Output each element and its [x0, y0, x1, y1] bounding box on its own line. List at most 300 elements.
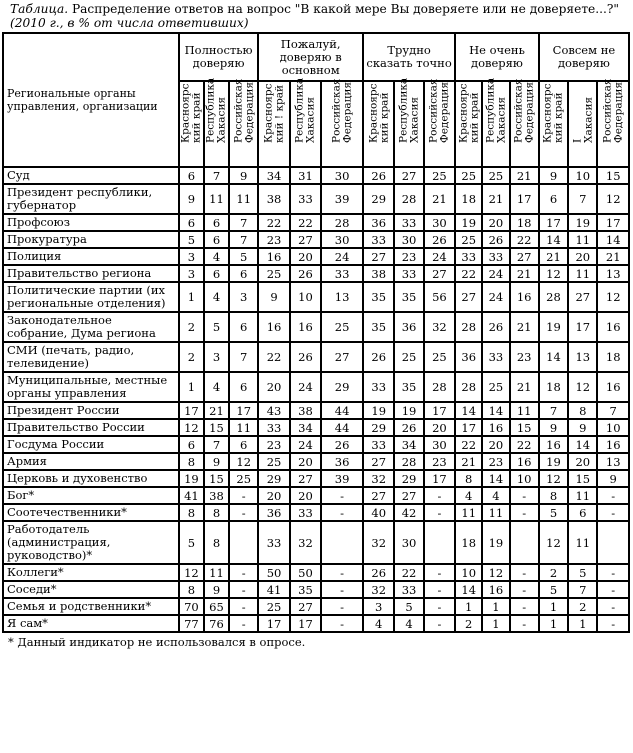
- value-cell: -: [424, 564, 455, 581]
- value-cell: 9: [539, 167, 568, 184]
- table-header: [3, 33, 629, 167]
- value-cell: 23: [424, 453, 455, 470]
- value-cell: 27: [394, 167, 423, 184]
- value-cell: 6: [179, 167, 204, 184]
- region-column-label: Красноярс кий ! край: [262, 83, 286, 143]
- region-column-header: [179, 81, 204, 167]
- value-cell: 24: [290, 372, 321, 402]
- region-column-header: [258, 81, 289, 167]
- value-cell: 36: [394, 312, 423, 342]
- footnote: * Данный индикатор не использовался в опросе.: [8, 635, 306, 649]
- value-cell: 14: [455, 402, 482, 419]
- value-cell: 14: [482, 402, 509, 419]
- value-cell: 16: [597, 372, 629, 402]
- value-cell: 26: [363, 564, 394, 581]
- value-cell: 20: [290, 487, 321, 504]
- table-row: [3, 598, 629, 615]
- value-cell: 11: [568, 231, 597, 248]
- value-cell: 33: [363, 231, 394, 248]
- value-cell: 10: [290, 282, 321, 312]
- value-cell: 25: [455, 231, 482, 248]
- value-cell: 28: [424, 372, 455, 402]
- value-cell: -: [510, 598, 539, 615]
- value-cell: 22: [258, 214, 289, 231]
- value-cell: 38: [258, 184, 289, 214]
- value-cell: 34: [394, 436, 423, 453]
- table-row: [3, 615, 629, 632]
- value-cell: -: [424, 615, 455, 632]
- value-cell: 27: [394, 487, 423, 504]
- value-cell: 25: [394, 342, 423, 372]
- table-row: [3, 184, 629, 214]
- value-cell: 26: [290, 342, 321, 372]
- value-cell: 9: [229, 167, 258, 184]
- region-column-label: Российская Федерация: [330, 78, 354, 143]
- value-cell: 21: [204, 402, 229, 419]
- value-cell: 10: [597, 419, 629, 436]
- value-cell: -: [597, 504, 629, 521]
- value-cell: 25: [258, 265, 289, 282]
- region-column-header: [539, 81, 568, 167]
- value-cell: 16: [482, 419, 509, 436]
- value-cell: 30: [424, 436, 455, 453]
- value-cell: 27: [363, 453, 394, 470]
- value-cell: 33: [258, 419, 289, 436]
- value-cell: 3: [179, 265, 204, 282]
- value-cell: 22: [394, 564, 423, 581]
- value-cell: 16: [258, 248, 289, 265]
- region-column-header: [204, 77, 229, 167]
- value-cell: 30: [321, 231, 363, 248]
- value-cell: 29: [321, 372, 363, 402]
- region-column-label: I Хакасия: [571, 96, 594, 143]
- table-row: [3, 470, 629, 487]
- value-cell: 76: [204, 615, 229, 632]
- value-cell: 33: [258, 521, 289, 564]
- value-cell: 27: [363, 487, 394, 504]
- value-cell: 14: [482, 470, 509, 487]
- value-cell: 25: [321, 312, 363, 342]
- value-cell: 9: [179, 184, 204, 214]
- value-cell: [510, 521, 539, 564]
- value-cell: 43: [258, 402, 289, 419]
- value-cell: 21: [424, 184, 455, 214]
- value-cell: 24: [290, 436, 321, 453]
- value-cell: 17: [424, 470, 455, 487]
- value-cell: 12: [597, 282, 629, 312]
- value-cell: 27: [568, 282, 597, 312]
- value-cell: 33: [394, 265, 423, 282]
- region-column-label: Республика Хакасия: [484, 77, 507, 143]
- value-cell: 6: [179, 214, 204, 231]
- table-row: [3, 504, 629, 521]
- value-cell: 32: [363, 521, 394, 564]
- value-cell: -: [597, 487, 629, 504]
- value-cell: 6: [229, 265, 258, 282]
- value-cell: 21: [539, 248, 568, 265]
- table-row: [3, 564, 629, 581]
- value-cell: 24: [424, 248, 455, 265]
- value-cell: -: [424, 504, 455, 521]
- value-cell: 11: [229, 419, 258, 436]
- table-row: [3, 487, 629, 504]
- value-cell: 4: [455, 487, 482, 504]
- value-cell: 6: [204, 231, 229, 248]
- value-cell: 77: [179, 615, 204, 632]
- value-cell: -: [229, 504, 258, 521]
- value-cell: 13: [568, 342, 597, 372]
- value-cell: 20: [258, 372, 289, 402]
- value-cell: 8: [179, 453, 204, 470]
- region-column-header: [482, 77, 509, 167]
- value-cell: 41: [179, 487, 204, 504]
- value-cell: -: [321, 615, 363, 632]
- value-cell: 7: [568, 184, 597, 214]
- table-row: [3, 402, 629, 419]
- value-cell: 11: [568, 487, 597, 504]
- value-cell: 11: [455, 504, 482, 521]
- value-cell: 1: [482, 598, 509, 615]
- region-column-header: [510, 78, 539, 167]
- value-cell: 4: [204, 372, 229, 402]
- value-cell: 13: [597, 265, 629, 282]
- corner-header: Региональные органы управления, организации: [3, 33, 179, 167]
- value-cell: -: [510, 615, 539, 632]
- value-cell: 32: [363, 581, 394, 598]
- value-cell: 15: [568, 470, 597, 487]
- value-cell: 27: [455, 282, 482, 312]
- value-cell: 30: [321, 167, 363, 184]
- region-column-label: Красноярс кий край: [457, 83, 480, 143]
- value-cell: 38: [363, 265, 394, 282]
- group-header: Не очень доверяю: [455, 33, 539, 81]
- table-row: [3, 453, 629, 470]
- value-cell: -: [321, 487, 363, 504]
- value-cell: 8: [204, 504, 229, 521]
- value-cell: 9: [204, 581, 229, 598]
- value-cell: 16: [510, 282, 539, 312]
- region-column-label: Красноярс кий край: [179, 83, 203, 143]
- value-cell: -: [510, 564, 539, 581]
- value-cell: 16: [597, 436, 629, 453]
- value-cell: 23: [510, 342, 539, 372]
- group-header: Совсем не доверяю: [539, 33, 629, 81]
- region-column-header: [290, 77, 321, 167]
- value-cell: 11: [204, 184, 229, 214]
- value-cell: 21: [597, 248, 629, 265]
- value-cell: 11: [568, 521, 597, 564]
- value-cell: 19: [539, 312, 568, 342]
- value-cell: 20: [290, 453, 321, 470]
- value-cell: 36: [455, 342, 482, 372]
- value-cell: 20: [258, 487, 289, 504]
- value-cell: 9: [539, 419, 568, 436]
- value-cell: 6: [204, 265, 229, 282]
- value-cell: 33: [455, 248, 482, 265]
- value-cell: -: [229, 581, 258, 598]
- value-cell: 11: [482, 504, 509, 521]
- value-cell: 33: [321, 265, 363, 282]
- value-cell: 14: [455, 581, 482, 598]
- value-cell: 25: [482, 372, 509, 402]
- value-cell: 14: [539, 231, 568, 248]
- value-cell: 21: [510, 265, 539, 282]
- row-label: Я сам*: [3, 615, 179, 632]
- value-cell: 19: [455, 214, 482, 231]
- value-cell: -: [229, 487, 258, 504]
- value-cell: 31: [290, 167, 321, 184]
- value-cell: 2: [568, 598, 597, 615]
- table-row: [3, 521, 629, 564]
- value-cell: 17: [258, 615, 289, 632]
- row-label: Семья и родственники*: [3, 598, 179, 615]
- value-cell: -: [510, 581, 539, 598]
- value-cell: 12: [229, 453, 258, 470]
- value-cell: 21: [482, 184, 509, 214]
- row-label: Полиция: [3, 248, 179, 265]
- value-cell: 7: [204, 436, 229, 453]
- value-cell: 23: [258, 436, 289, 453]
- value-cell: 3: [229, 282, 258, 312]
- value-cell: 2: [179, 312, 204, 342]
- value-cell: 33: [482, 248, 509, 265]
- value-cell: 20: [424, 419, 455, 436]
- value-cell: 13: [321, 282, 363, 312]
- value-cell: 17: [424, 402, 455, 419]
- value-cell: 9: [568, 419, 597, 436]
- value-cell: 4: [204, 248, 229, 265]
- value-cell: 12: [179, 419, 204, 436]
- region-column-label: Российская Федерация: [232, 78, 255, 143]
- value-cell: 6: [229, 372, 258, 402]
- value-cell: -: [321, 504, 363, 521]
- value-cell: 7: [229, 342, 258, 372]
- value-cell: 6: [229, 436, 258, 453]
- table-caption: [10, 2, 631, 30]
- value-cell: -: [321, 598, 363, 615]
- value-cell: 4: [363, 615, 394, 632]
- caption-label: Таблица.: [10, 2, 69, 16]
- value-cell: 38: [204, 487, 229, 504]
- value-cell: 41: [258, 581, 289, 598]
- value-cell: 21: [510, 167, 539, 184]
- value-cell: 28: [455, 312, 482, 342]
- value-cell: 22: [258, 342, 289, 372]
- value-cell: 56: [424, 282, 455, 312]
- value-cell: 5: [539, 504, 568, 521]
- value-cell: 34: [258, 167, 289, 184]
- value-cell: -: [424, 487, 455, 504]
- value-cell: 15: [510, 419, 539, 436]
- table-row: [3, 265, 629, 282]
- value-cell: 7: [568, 581, 597, 598]
- value-cell: -: [510, 504, 539, 521]
- group-header: Пожалуй, доверяю в основном: [258, 33, 363, 81]
- value-cell: 23: [258, 231, 289, 248]
- value-cell: 26: [290, 265, 321, 282]
- value-cell: 20: [568, 453, 597, 470]
- value-cell: 65: [204, 598, 229, 615]
- value-cell: 19: [568, 214, 597, 231]
- value-cell: 19: [539, 453, 568, 470]
- value-cell: 21: [510, 372, 539, 402]
- value-cell: 2: [455, 615, 482, 632]
- value-cell: 12: [179, 564, 204, 581]
- value-cell: 25: [455, 167, 482, 184]
- value-cell: 27: [290, 470, 321, 487]
- value-cell: 18: [455, 184, 482, 214]
- value-cell: 25: [482, 167, 509, 184]
- table-row: [3, 282, 629, 312]
- value-cell: 9: [204, 453, 229, 470]
- region-column-header: [424, 78, 455, 167]
- value-cell: 13: [597, 453, 629, 470]
- value-cell: 28: [321, 214, 363, 231]
- value-cell: 4: [204, 282, 229, 312]
- value-cell: -: [424, 598, 455, 615]
- row-label: Профсоюз: [3, 214, 179, 231]
- value-cell: 33: [290, 504, 321, 521]
- value-cell: -: [229, 598, 258, 615]
- table-row: [3, 167, 629, 184]
- value-cell: 33: [290, 184, 321, 214]
- value-cell: 19: [482, 521, 509, 564]
- table-row: [3, 419, 629, 436]
- value-cell: 28: [394, 184, 423, 214]
- region-column-label: Красноярс кий край: [541, 83, 565, 143]
- value-cell: 19: [179, 470, 204, 487]
- value-cell: 35: [394, 372, 423, 402]
- value-cell: 27: [290, 598, 321, 615]
- value-cell: 12: [539, 265, 568, 282]
- value-cell: 1: [455, 598, 482, 615]
- region-column-header: [597, 78, 629, 167]
- region-column-label: Республика Хакасия: [397, 77, 421, 143]
- row-label: Соседи*: [3, 581, 179, 598]
- value-cell: 1: [179, 372, 204, 402]
- value-cell: 2: [539, 564, 568, 581]
- value-cell: 23: [482, 453, 509, 470]
- value-cell: 33: [363, 372, 394, 402]
- value-cell: -: [321, 581, 363, 598]
- value-cell: 17: [539, 214, 568, 231]
- row-label: Госдума России: [3, 436, 179, 453]
- value-cell: 7: [229, 214, 258, 231]
- value-cell: 29: [363, 184, 394, 214]
- value-cell: 26: [482, 231, 509, 248]
- region-column-label: Российская Федерация: [512, 78, 536, 143]
- value-cell: 27: [424, 265, 455, 282]
- value-cell: 12: [539, 521, 568, 564]
- value-cell: 26: [424, 231, 455, 248]
- region-column-header: [229, 78, 258, 167]
- value-cell: 14: [597, 231, 629, 248]
- value-cell: 6: [204, 214, 229, 231]
- value-cell: 17: [510, 184, 539, 214]
- value-cell: [424, 521, 455, 564]
- region-column-label: Республика Хакасия: [204, 77, 228, 143]
- value-cell: 22: [290, 214, 321, 231]
- value-cell: 29: [363, 419, 394, 436]
- value-cell: 26: [394, 419, 423, 436]
- value-cell: 8: [179, 504, 204, 521]
- value-cell: 24: [482, 282, 509, 312]
- table-row: [3, 342, 629, 372]
- value-cell: 32: [363, 470, 394, 487]
- value-cell: 8: [455, 470, 482, 487]
- row-label: Муниципальные, местные органы управления: [3, 372, 179, 402]
- value-cell: 5: [204, 312, 229, 342]
- value-cell: 5: [539, 581, 568, 598]
- row-label: Правительство региона: [3, 265, 179, 282]
- value-cell: 17: [179, 402, 204, 419]
- value-cell: 3: [179, 248, 204, 265]
- value-cell: 11: [568, 265, 597, 282]
- value-cell: -: [321, 564, 363, 581]
- value-cell: [597, 521, 629, 564]
- value-cell: [321, 521, 363, 564]
- value-cell: -: [597, 615, 629, 632]
- value-cell: 22: [510, 436, 539, 453]
- table-row: [3, 231, 629, 248]
- value-cell: -: [597, 564, 629, 581]
- row-label: Бог*: [3, 487, 179, 504]
- value-cell: 24: [482, 265, 509, 282]
- value-cell: 12: [482, 564, 509, 581]
- value-cell: 15: [597, 167, 629, 184]
- value-cell: 50: [258, 564, 289, 581]
- table-row: [3, 248, 629, 265]
- value-cell: 30: [424, 214, 455, 231]
- value-cell: 17: [597, 214, 629, 231]
- value-cell: 27: [321, 342, 363, 372]
- value-cell: 30: [394, 521, 423, 564]
- region-column-header: [363, 81, 394, 167]
- region-column-label: Красноярс кий край: [367, 83, 390, 143]
- value-cell: 5: [394, 598, 423, 615]
- value-cell: 36: [258, 504, 289, 521]
- value-cell: 36: [363, 214, 394, 231]
- value-cell: 35: [363, 312, 394, 342]
- value-cell: 7: [204, 167, 229, 184]
- value-cell: 4: [394, 615, 423, 632]
- value-cell: 25: [258, 598, 289, 615]
- row-label: Прокуратура: [3, 231, 179, 248]
- value-cell: 1: [539, 598, 568, 615]
- value-cell: 25: [258, 453, 289, 470]
- value-cell: 23: [394, 248, 423, 265]
- value-cell: 6: [179, 436, 204, 453]
- survey-table: [2, 32, 630, 633]
- table-row: [3, 581, 629, 598]
- value-cell: 14: [568, 436, 597, 453]
- row-label: Соотечественники*: [3, 504, 179, 521]
- value-cell: 7: [539, 402, 568, 419]
- value-cell: 8: [568, 402, 597, 419]
- value-cell: 6: [229, 312, 258, 342]
- value-cell: 20: [482, 214, 509, 231]
- value-cell: 22: [455, 436, 482, 453]
- value-cell: 9: [597, 470, 629, 487]
- value-cell: 18: [455, 521, 482, 564]
- value-cell: 28: [455, 372, 482, 402]
- value-cell: -: [597, 581, 629, 598]
- value-cell: -: [510, 487, 539, 504]
- value-cell: 1: [539, 615, 568, 632]
- value-cell: 15: [204, 470, 229, 487]
- value-cell: 38: [290, 402, 321, 419]
- value-cell: 28: [539, 282, 568, 312]
